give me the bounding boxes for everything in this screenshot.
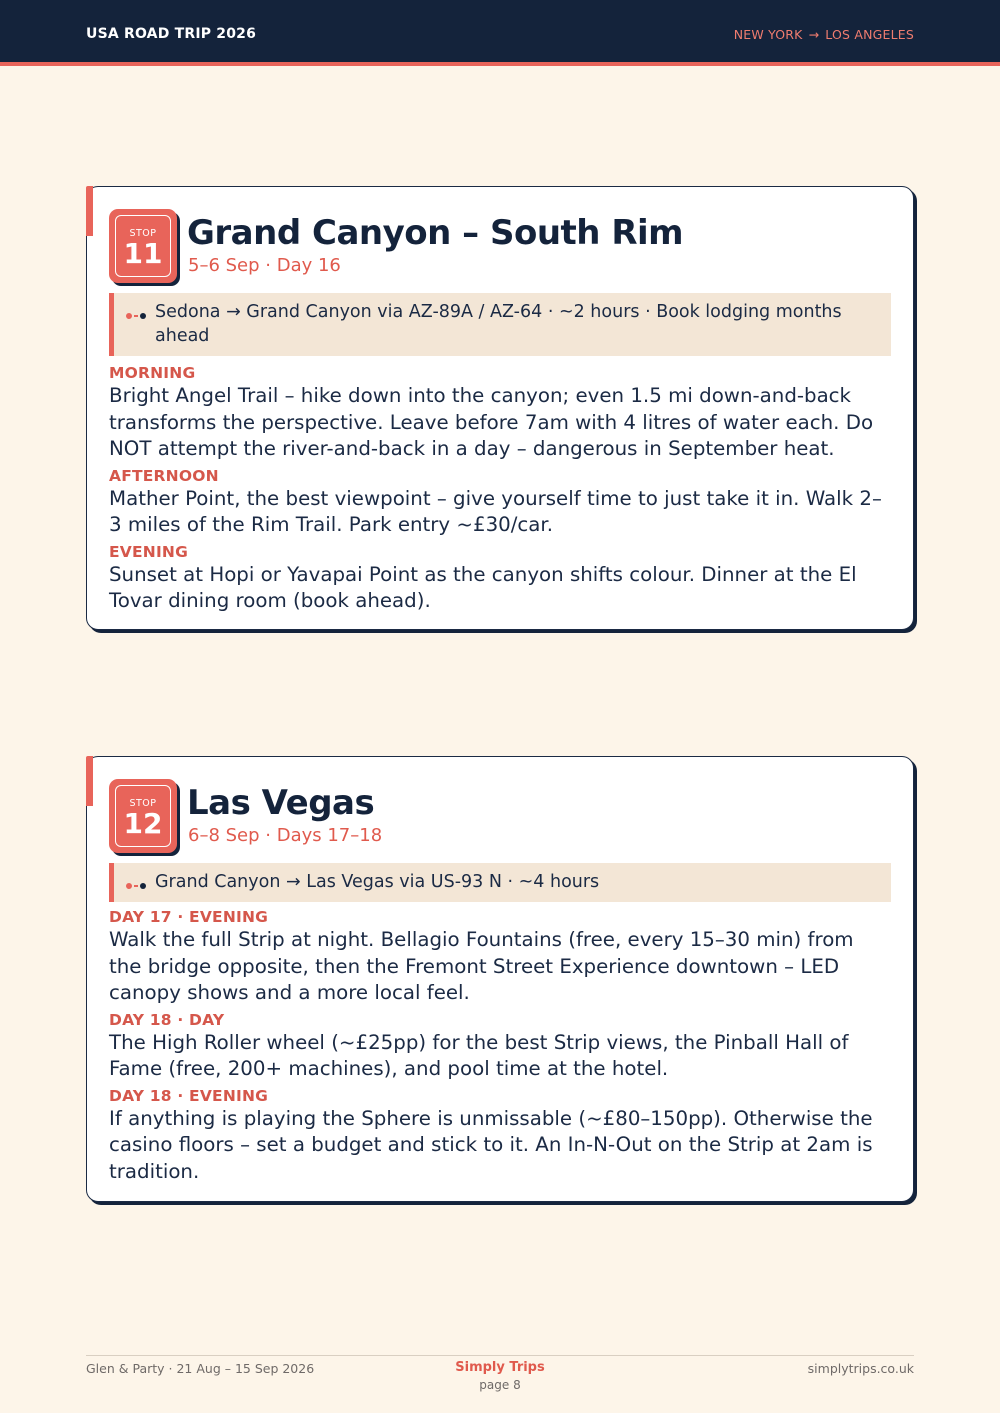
route-dots-icon (126, 882, 150, 890)
drive-info (109, 293, 891, 356)
stop-badge-label: STOP (129, 228, 157, 239)
section-text: Walk the full Strip at night. Bellagio Fountains (free, every 15–30 min) from the bridge opposite, then the Fremont Street Experience downtown – LED canopy shows and a more local feel. (109, 928, 854, 1004)
card-accent-stripe (86, 186, 93, 236)
stop-badge-label: STOP (129, 798, 157, 809)
route-to: LOS ANGELES (825, 27, 914, 42)
drive-text: Grand Canyon → Las Vegas via US-93 N · ~4 hours (155, 872, 600, 892)
section-text: Bright Angel Trail – hike down into the canyon; even 1.5 mi down-and-back transforms the perspective. Leave before 7am with 4 litres of water each. Do NOT attempt the river-and-back in a day – dangerous in September heat. (109, 384, 874, 460)
footer-trip-info: Glen & Party · 21 Aug – 15 Sep 2026 (86, 1361, 315, 1376)
stop-badge (109, 209, 177, 283)
section-label: EVENING (109, 542, 189, 561)
stop-title: Grand Canyon – South Rim (187, 213, 684, 253)
section-label: DAY 18 · DAY (109, 1010, 225, 1029)
section-label: AFTERNOON (109, 466, 219, 485)
stop-sections (109, 363, 887, 618)
section-text: Mather Point, the best viewpoint – give yourself time to just take it in. Walk 2–3 miles of the Rim Trail. Park entry ~£30/car. (109, 486, 882, 536)
card-accent-stripe (86, 756, 93, 806)
stop-badge (109, 779, 177, 853)
drive-info (109, 863, 891, 902)
stop-dates: 5–6 Sep · Day 16 (188, 255, 341, 276)
footer-divider (86, 1355, 914, 1356)
section-label: MORNING (109, 364, 196, 382)
stop-dates: 6–8 Sep · Days 17–18 (188, 825, 383, 846)
stop-number: 12 (123, 807, 163, 840)
stop-sections (109, 907, 887, 1188)
section-text: The High Roller wheel (~£25pp) for the best Strip views, the Pinball Hall of Fame (free, 200+ machines), and pool time at the hotel. (109, 1030, 849, 1080)
route-from: NEW YORK (733, 27, 803, 42)
section-text: If anything is playing the Sphere is unmissable (~£80–150pp). Otherwise the casino floors – set a budget and stick to it. An In-N-Out on the Strip at 2am is tradition. (109, 1106, 873, 1183)
footer-center (400, 1360, 600, 1392)
stop-number: 11 (123, 237, 163, 270)
section-text: Sunset at Hopi or Yavapai Point as the canyon shifts colour. Dinner at the El Tovar dining room (book ahead). (109, 562, 857, 612)
route-arrow-icon: → (808, 27, 820, 42)
section-label: DAY 18 · EVENING (109, 1086, 269, 1105)
stop-card (86, 756, 914, 1202)
header-route (734, 27, 914, 42)
section-label: DAY 17 · EVENING (109, 908, 269, 926)
header-brand: USA ROAD TRIP 2026 (86, 26, 257, 42)
footer-brand: Simply Trips (455, 1360, 545, 1375)
route-dots-icon (126, 312, 150, 320)
stop-title: Las Vegas (187, 783, 375, 823)
page-number: page 8 (479, 1378, 521, 1392)
drive-text: Sedona → Grand Canyon via AZ-89A / AZ-64 · ~2 hours · Book lodging months ahead (155, 302, 842, 346)
stop-card (86, 186, 914, 630)
page-header (0, 0, 1000, 66)
footer-website: simplytrips.co.uk (807, 1361, 914, 1376)
